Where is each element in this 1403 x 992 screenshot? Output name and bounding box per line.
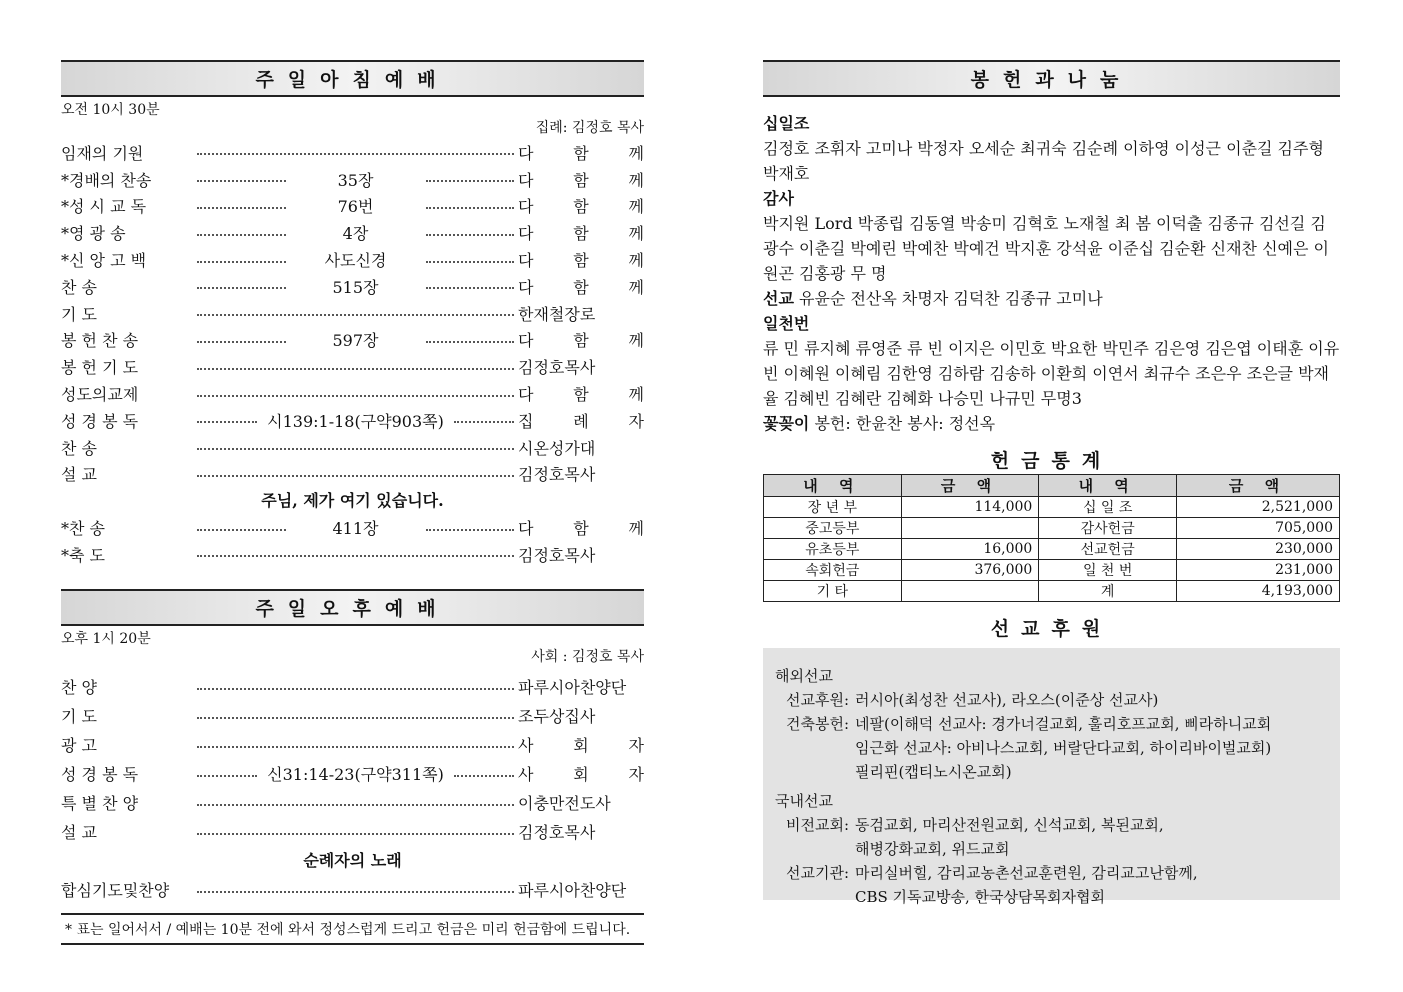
- order-item-leader: 다 함 께: [518, 251, 644, 271]
- stats-amount: 230,000: [1177, 539, 1340, 560]
- order-item-label: 봉 헌 찬 송: [61, 331, 139, 351]
- order-item-leader: 다 함 께: [518, 224, 644, 244]
- thanks-label: 감사: [763, 189, 794, 208]
- stats-item: 계: [1039, 581, 1177, 602]
- order-item-detail: 사도신경: [324, 251, 387, 271]
- order-item: [61, 327, 644, 354]
- order-item: [61, 817, 644, 846]
- order-item-leader: 다 함 께: [518, 277, 644, 297]
- order-item-detail: 신31:14-23(구약311쪽): [267, 765, 444, 785]
- order-item: [61, 759, 644, 788]
- d1-text-a: 동검교회, 마리산전원교회, 신석교회, 복된교회,: [855, 816, 1164, 834]
- stats-amount: 114,000: [901, 497, 1039, 518]
- mission-label: 선교: [763, 289, 794, 308]
- stats-item: 선교헌금: [1039, 539, 1177, 560]
- order-item-leader: 사 회 자: [518, 736, 644, 756]
- order-item: [61, 514, 644, 541]
- order-item: [61, 701, 644, 730]
- order-item: [61, 672, 644, 701]
- order-item-detail: 76번: [337, 197, 374, 217]
- order-item-label: *축 도: [61, 545, 105, 565]
- order-item-leader: 한재철장로: [518, 304, 596, 324]
- morning-service: [61, 60, 644, 945]
- order-item-label: 기 도: [61, 304, 97, 324]
- order-item: [61, 246, 644, 273]
- order-item: [61, 875, 644, 904]
- order-item: [61, 353, 644, 380]
- order-item-leader: 다 함 께: [518, 519, 644, 539]
- notice-note: * 표는 일어서서 / 예배는 10분 전에 와서 정성스럽게 드리고 헌금은 미리 헌금함에 드립니다.: [61, 913, 644, 945]
- table-row: [764, 539, 1340, 560]
- stats-item: 장 년 부: [764, 497, 902, 518]
- morning-time: 오전 10시 30분: [61, 102, 160, 118]
- stats-item: 감사헌금: [1039, 518, 1177, 539]
- order-item: [61, 300, 644, 327]
- order-item-label: *성 시 교 독: [61, 197, 147, 217]
- order-item-leader: 집 례 자: [518, 411, 645, 431]
- d2-text-b: CBS 기독교방송, 한국상담목회자협회: [855, 888, 1105, 906]
- order-item-leader: 다 함 께: [518, 197, 644, 217]
- stats-amount: 705,000: [1177, 518, 1340, 539]
- order-item-detail: 411장: [332, 519, 379, 539]
- d2-label: 선교기관:: [785, 864, 849, 882]
- mission-names: 유윤순 전산옥 차명자 김덕찬 김종규 고미나: [799, 289, 1103, 308]
- afternoon-time: 오후 1시 20분: [61, 631, 151, 648]
- order-item-leader: 다 함 께: [518, 170, 644, 190]
- order-item-detail: 35장: [337, 170, 374, 190]
- d2-text-a: 마리실버힐, 감리교농촌선교훈련원, 감리교고난함께,: [855, 864, 1198, 882]
- order-item: [61, 193, 644, 220]
- col-header: 내 역: [1039, 475, 1177, 497]
- order-item-label: 찬 송: [61, 438, 97, 458]
- afternoon-presider: 사회 : 김정호 목사: [531, 649, 644, 666]
- order-item-detail: 시139:1-18(구약903쪽): [267, 411, 444, 431]
- order-item-label: 합심기도및찬양: [61, 881, 170, 901]
- order-item: [61, 461, 644, 488]
- thanks-names: 박지원 Lord 박종립 김동열 박송미 김혁호 노재철 최 봄 이덕출 김종규 김선길 김광수 이춘길 박예린 박예찬 박예건 박지훈 강석윤 이준십 김순환 신재찬 신예은 이원곤 김홍광 무 명: [763, 214, 1329, 283]
- thousand-names: 류 민 류지혜 류영준 류 빈 이지은 이민호 박요한 박민주 김은영 김은엽 이태훈 이유빈 이혜원 이혜림 김한영 김하람 김송하 이환희 이연서 최규수 조은우 조은글 박재율 김혜빈 김혜란 김혜화 나승민 나규민 무명3: [763, 339, 1340, 408]
- stats-amount: 376,000: [901, 560, 1039, 581]
- order-item-label: 성 경 봉 독: [61, 411, 139, 431]
- domestic-heading: 국내선교: [775, 792, 833, 810]
- table-row: [764, 581, 1340, 602]
- order-item-label: 성도의교제: [61, 385, 139, 405]
- order-item-leader: 김정호목사: [518, 545, 596, 565]
- morning-sermon-title: 주님, 제가 여기 있습니다.: [261, 491, 444, 511]
- order-item: [61, 166, 644, 193]
- order-item-label: 설 교: [61, 823, 97, 843]
- order-item-label: *경배의 찬송: [61, 170, 152, 190]
- o2-text-a: 네팔(이해덕 선교사: 경가너걸교회, 훌리호프교회, 삐라하니교회: [855, 715, 1272, 733]
- order-item: [61, 730, 644, 759]
- morning-presider: 집례: 김정호 목사: [535, 120, 644, 136]
- d1-text-b: 해병강화교회, 위드교회: [855, 840, 1010, 858]
- order-item-label: *영 광 송: [61, 224, 126, 244]
- afternoon-title: 주일오후예배: [61, 589, 644, 626]
- order-item: [61, 380, 644, 407]
- tithe-names: 김정호 조휘자 고미나 박정자 오세순 최귀숙 김순례 이하영 이성근 이춘길 김주형 박재호: [763, 139, 1324, 183]
- order-item-leader: 김정호목사: [518, 823, 596, 843]
- d1-label: 비전교회:: [785, 816, 849, 834]
- order-item-leader: 조두상집사: [518, 707, 596, 727]
- stats-title: 헌금통계: [990, 450, 1113, 472]
- order-item-label: 성 경 봉 독: [61, 765, 139, 785]
- order-item-leader: 다 함 께: [518, 143, 644, 163]
- order-item: [61, 434, 644, 461]
- order-item-detail: 515장: [332, 277, 379, 297]
- order-item-leader: 다 함 께: [518, 385, 644, 405]
- stats-item: 십 일 조: [1039, 497, 1177, 518]
- mission-support-box: [763, 648, 1340, 906]
- order-item-label: *찬 송: [61, 519, 105, 539]
- order-item: [61, 273, 644, 300]
- o2-text-c: 필리핀(캡티노시온교회): [855, 763, 1012, 781]
- order-item-label: 찬 송: [61, 277, 97, 297]
- order-item-label: 임재의 기원: [61, 143, 144, 163]
- order-item-label: 봉 헌 기 도: [61, 358, 139, 378]
- order-item: [61, 788, 644, 817]
- order-item: [61, 407, 644, 434]
- table-row: [764, 560, 1340, 581]
- col-header: 금 액: [901, 475, 1039, 497]
- support-title: 선교후원: [990, 618, 1113, 640]
- table-row: [764, 497, 1340, 518]
- order-item-leader: 김정호목사: [518, 358, 596, 378]
- order-item-label: 기 도: [61, 707, 97, 727]
- tithe-label: 십일조: [763, 114, 810, 133]
- o1-label: 선교후원:: [785, 691, 849, 709]
- offering-stats-table: [763, 474, 1340, 602]
- order-item-leader: 이충만전도사: [518, 794, 611, 814]
- stats-amount: 16,000: [901, 539, 1039, 560]
- order-item-leader: 파루시아찬양단: [518, 881, 627, 901]
- order-item-label: *신 앙 고 백: [61, 251, 147, 271]
- order-item-leader: 파루시아찬양단: [518, 678, 627, 698]
- order-item-label: 광 고: [61, 736, 97, 756]
- order-item-leader: 사 회 자: [518, 765, 645, 785]
- stats-item: 일 천 번: [1039, 560, 1177, 581]
- flower-label: 꽃꽂이: [763, 414, 810, 433]
- order-item-detail: 4장: [342, 224, 369, 244]
- thousand-label: 일천번: [763, 314, 810, 333]
- o1-text: 러시아(최성찬 선교사), 라오스(이준상 선교사): [855, 691, 1159, 709]
- order-item-label: 설 교: [61, 465, 97, 485]
- stats-item: 기 타: [764, 581, 902, 602]
- order-item: [61, 219, 644, 246]
- stats-item: 속회헌금: [764, 560, 902, 581]
- order-item-leader: 시온성가대: [518, 438, 596, 458]
- stats-item: 중고등부: [764, 518, 902, 539]
- col-header: 금 액: [1177, 475, 1340, 497]
- order-item: [61, 139, 644, 166]
- offering-title: 봉헌과나눔: [763, 60, 1340, 97]
- o2-text-b: 임근화 선교사: 아비나스교회, 버랄단다교회, 하이리바이벌교회): [855, 739, 1272, 757]
- stats-amount: [901, 581, 1039, 602]
- stats-amount: 2,521,000: [1177, 497, 1340, 518]
- stats-amount: 231,000: [1177, 560, 1340, 581]
- order-item-leader: 다 함 께: [518, 331, 644, 351]
- overseas-heading: 해외선교: [775, 667, 833, 685]
- stats-amount: 4,193,000: [1177, 581, 1340, 602]
- order-item-label: 특 별 찬 양: [61, 794, 139, 814]
- afternoon-sermon-title: 순례자의 노래: [303, 851, 402, 871]
- order-item: [61, 541, 644, 568]
- table-row: [764, 518, 1340, 539]
- morning-title: 주일아침예배: [61, 60, 644, 97]
- order-item-detail: 597장: [332, 331, 379, 351]
- col-header: 내 역: [764, 475, 902, 497]
- flower-info: 봉헌: 한윤찬 봉사: 정선옥: [814, 414, 996, 433]
- o2-label: 건축봉헌:: [785, 715, 849, 733]
- order-item-leader: 김정호목사: [518, 465, 596, 485]
- offering-section: [763, 60, 1340, 906]
- stats-item: 유초등부: [764, 539, 902, 560]
- stats-amount: [901, 518, 1039, 539]
- order-item-label: 찬 양: [61, 678, 97, 698]
